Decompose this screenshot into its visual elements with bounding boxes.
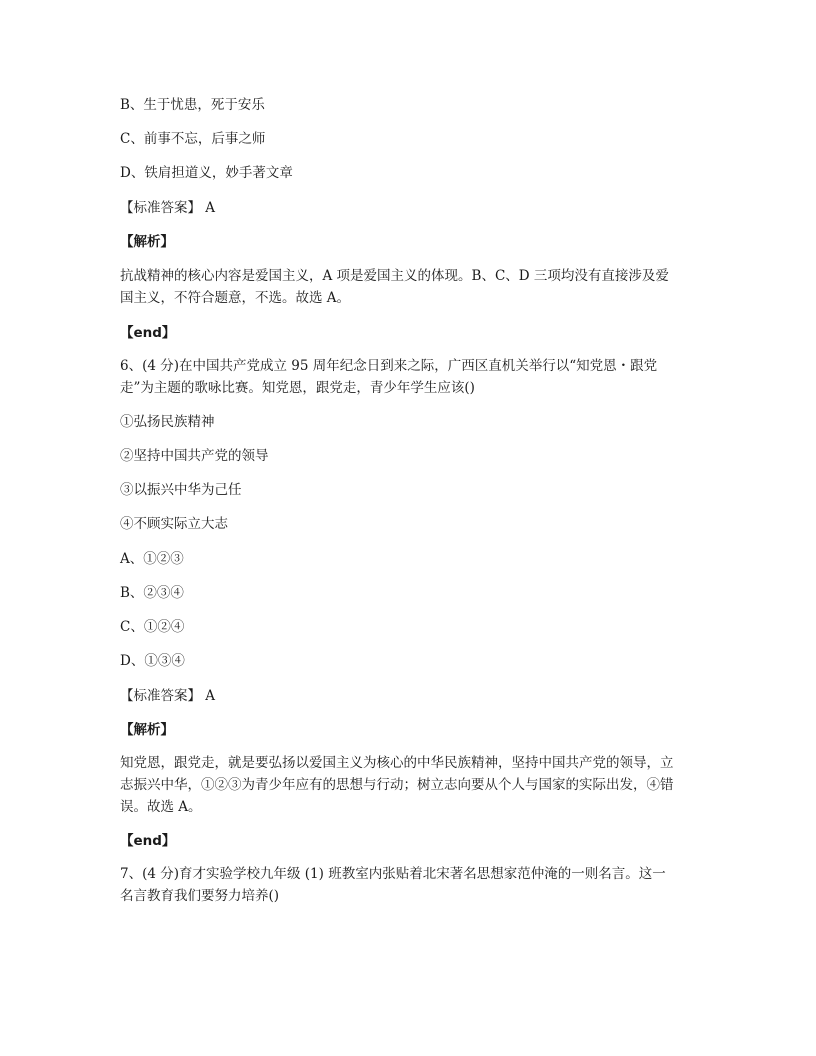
q5-answer: 【标准答案】 A xyxy=(120,200,216,216)
q6-statement-1: ①弘扬民族精神 xyxy=(120,414,215,430)
q6-option-c: C、①②④ xyxy=(120,619,185,635)
q6-option-b: B、②③④ xyxy=(120,585,184,601)
q7-stem-line: 名言教育我们要努力培养() xyxy=(120,888,280,904)
q7-stem xyxy=(120,863,698,907)
q5-analysis-heading: 【解析】 xyxy=(120,234,174,250)
q6-analysis-line: 误。故选 A。 xyxy=(120,799,202,815)
q6-analysis-line: 志振兴中华，①②③为青少年应有的思想与行动；树立志向要从个人与国家的实际出发，④错 xyxy=(120,777,674,793)
q6-analysis-line: 知党恩，跟党走，就是要弘扬以爱国主义为核心的中华民族精神，坚持中国共产党的领导，立 xyxy=(120,755,674,771)
q6-stem-line: 6、(4 分)在中国共产党成立 95 周年纪念日到来之际，广西区直机关举行以“知党恩・跟党 xyxy=(120,358,658,374)
q6-analysis-heading: 【解析】 xyxy=(120,722,174,738)
q5-analysis-text xyxy=(120,265,698,309)
q6-stem-line: 走”为主题的歌咏比赛。知党恩，跟党走，青少年学生应该() xyxy=(120,380,475,396)
q6-stem xyxy=(120,355,698,399)
q5-end-marker: 【end】 xyxy=(120,325,176,341)
q5-option-d: D、铁肩担道义，妙手著文章 xyxy=(120,165,293,181)
q6-answer: 【标准答案】 A xyxy=(120,688,216,704)
q5-analysis-line: 国主义，不符合题意，不选。故选 A。 xyxy=(120,290,351,306)
q5-analysis-line: 抗战精神的核心内容是爱国主义，A 项是爱国主义的体现。B、C、D 三项均没有直接涉及爱 xyxy=(120,268,669,284)
q6-option-d: D、①③④ xyxy=(120,653,185,669)
q6-end-marker: 【end】 xyxy=(120,833,176,849)
q7-stem-line: 7、(4 分)育才实验学校九年级 (1) 班教室内张贴着北宋著名思想家范仲淹的一则名言。这一 xyxy=(120,866,666,882)
q6-statement-2: ②坚持中国共产党的领导 xyxy=(120,448,269,464)
q6-statement-3: ③以振兴中华为己任 xyxy=(120,482,242,498)
q5-option-c: C、前事不忘，后事之师 xyxy=(120,131,266,147)
q6-statement-4: ④不顾实际立大志 xyxy=(120,516,228,532)
q6-option-a: A、①②③ xyxy=(120,551,184,567)
q6-analysis-text xyxy=(120,752,698,818)
q5-option-b: B、生于忧患，死于安乐 xyxy=(120,97,265,113)
